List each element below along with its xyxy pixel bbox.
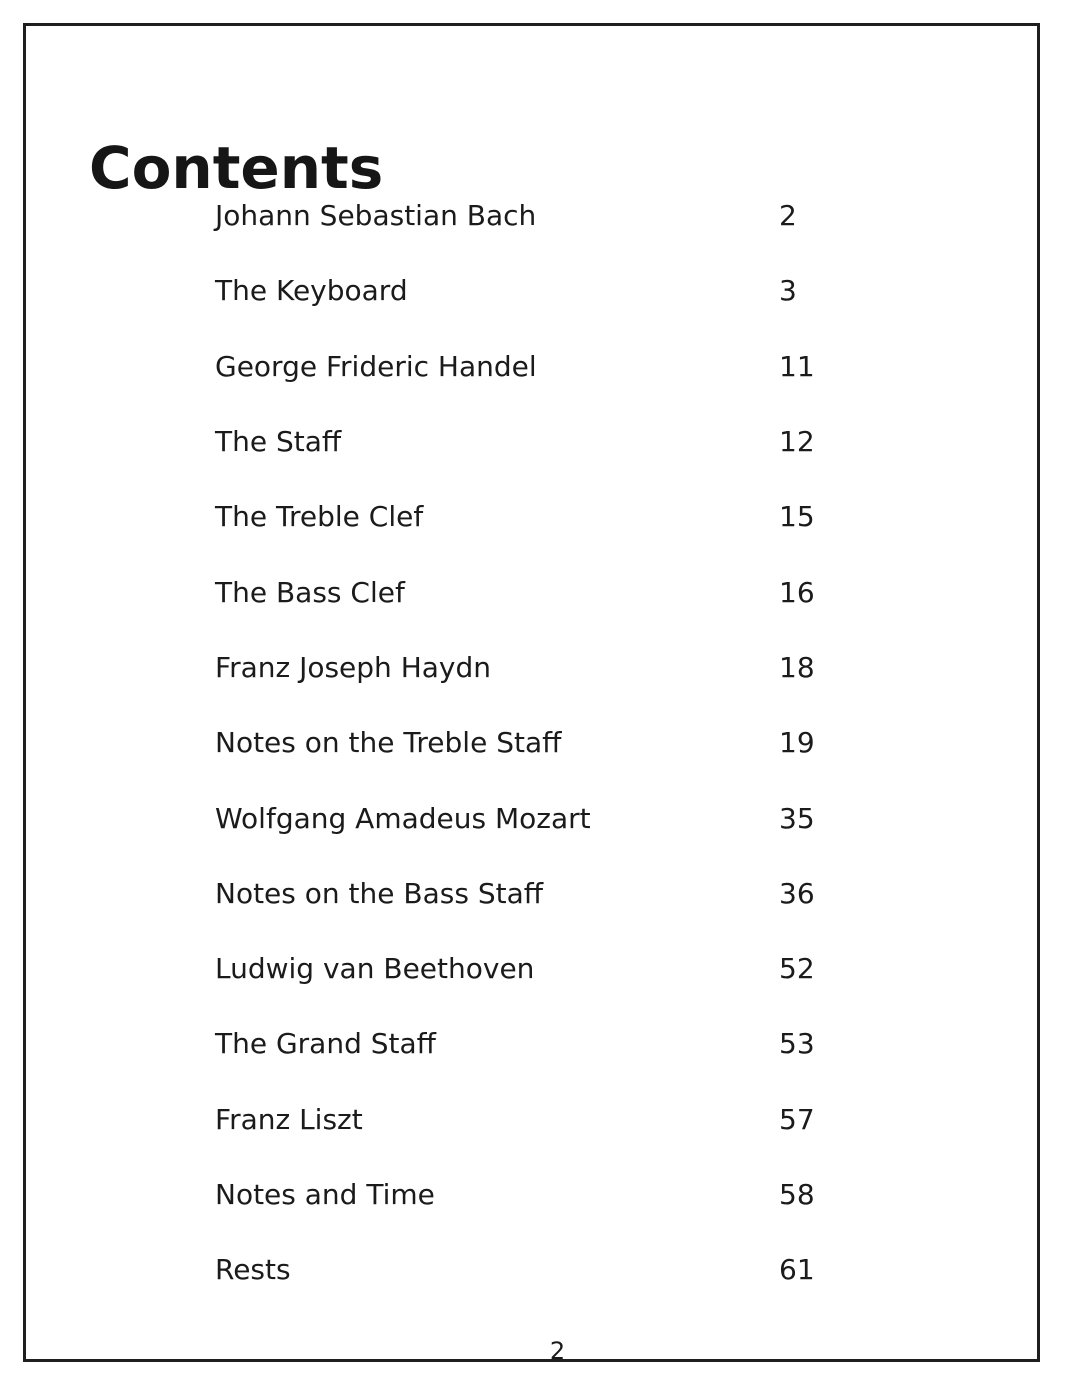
toc-entry-page-number: 18 bbox=[779, 650, 815, 684]
toc-row bbox=[215, 479, 895, 554]
toc-row bbox=[215, 856, 895, 931]
toc-entry-label: Notes and Time bbox=[215, 1178, 435, 1211]
toc-entry-page-number: 11 bbox=[779, 349, 815, 383]
toc-row bbox=[215, 329, 895, 404]
toc-entry-page-number: 58 bbox=[779, 1178, 815, 1211]
toc-entry-label: The Keyboard bbox=[215, 274, 408, 308]
toc-entry-label: The Treble Clef bbox=[215, 500, 424, 534]
toc-row bbox=[215, 404, 895, 479]
page-border bbox=[23, 23, 1040, 1365]
toc-row bbox=[215, 178, 895, 253]
toc-row bbox=[215, 1157, 895, 1232]
toc-entry-label: Franz Liszt bbox=[215, 1102, 363, 1136]
toc-entry-label: George Frideric Handel bbox=[215, 349, 537, 383]
toc-entry-page-number: 12 bbox=[779, 425, 815, 459]
toc-row bbox=[215, 705, 895, 780]
toc-entry-label: Rests bbox=[215, 1253, 291, 1287]
toc-entry-label: The Staff bbox=[215, 425, 342, 459]
toc-entry-page-number: 3 bbox=[779, 274, 797, 308]
page-title: Contents bbox=[89, 133, 384, 202]
toc-entry-label: The Grand Staff bbox=[215, 1027, 436, 1061]
toc-entry-page-number: 35 bbox=[779, 801, 815, 835]
toc-row bbox=[215, 931, 895, 1006]
toc-entry-page-number: 61 bbox=[779, 1253, 815, 1287]
toc-entry-label: Notes on the Bass Staff bbox=[215, 876, 544, 910]
toc-entry-page-number: 36 bbox=[779, 876, 815, 910]
toc-entry-page-number: 53 bbox=[779, 1027, 815, 1061]
toc-entry-label: Franz Joseph Haydn bbox=[215, 650, 492, 684]
toc-entry-page-number: 57 bbox=[779, 1102, 815, 1136]
footer-page-number: 2 bbox=[549, 1337, 566, 1365]
toc-entry-page-number: 2 bbox=[779, 199, 797, 233]
toc-entry-label: Ludwig van Beethoven bbox=[215, 952, 535, 986]
toc-entry-label: Notes on the Treble Staff bbox=[215, 726, 562, 760]
toc-list bbox=[215, 178, 895, 1307]
toc-entry-label: The Bass Clef bbox=[215, 575, 405, 609]
toc-row bbox=[215, 1232, 895, 1307]
toc-entry-label: Wolfgang Amadeus Mozart bbox=[215, 801, 591, 835]
toc-row bbox=[215, 1006, 895, 1081]
toc-row bbox=[215, 253, 895, 328]
toc-row bbox=[215, 554, 895, 629]
toc-entry-page-number: 16 bbox=[779, 575, 815, 609]
toc-entry-page-number: 15 bbox=[779, 500, 815, 534]
toc-row bbox=[215, 630, 895, 705]
toc-entry-page-number: 52 bbox=[779, 952, 815, 986]
toc-entry-label: Johann Sebastian Bach bbox=[215, 199, 537, 233]
toc-entry-page-number: 19 bbox=[779, 726, 815, 760]
toc-row bbox=[215, 780, 895, 855]
toc-row bbox=[215, 1082, 895, 1157]
